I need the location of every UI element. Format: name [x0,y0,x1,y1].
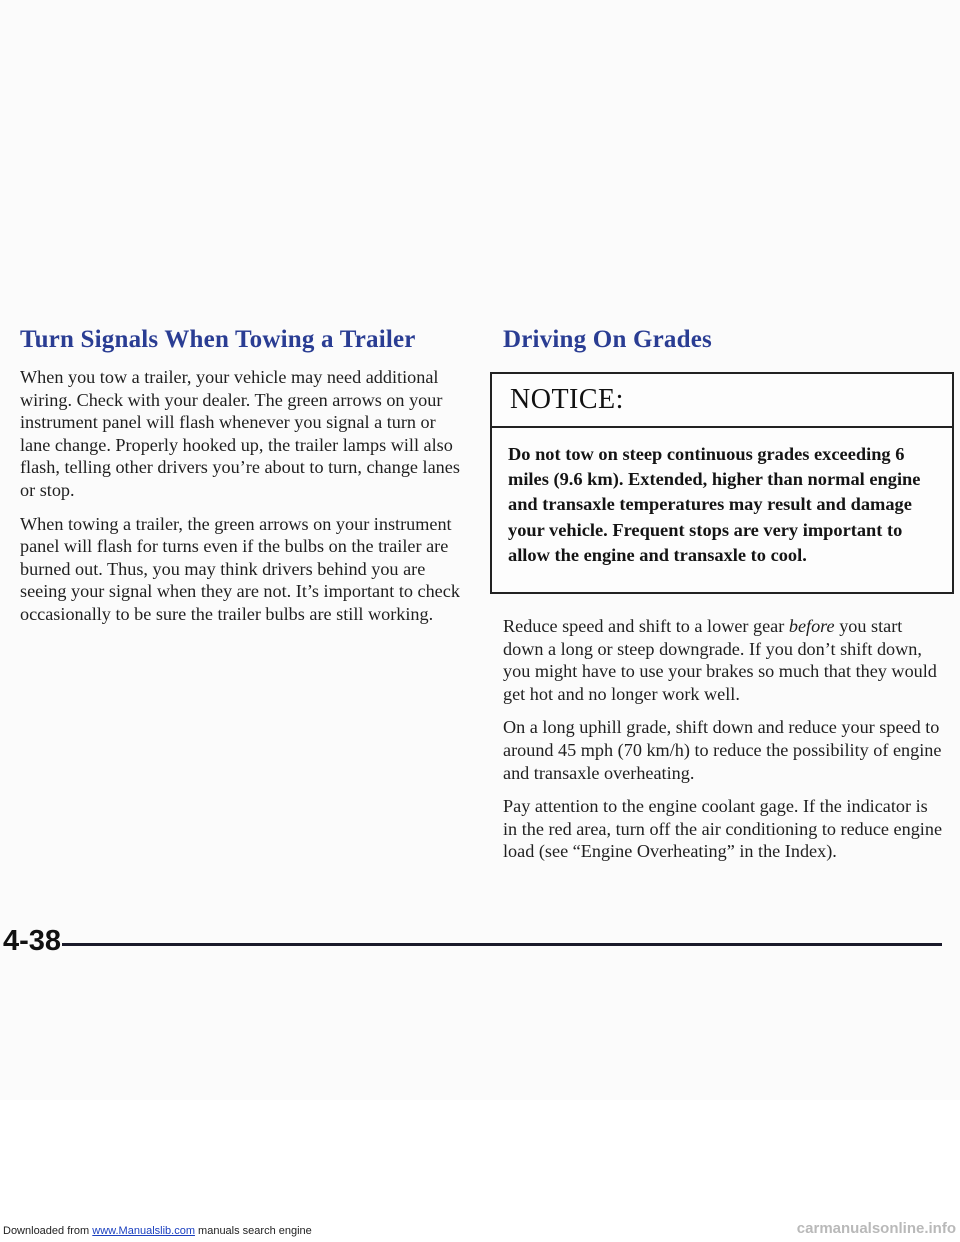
notice-header [492,374,952,428]
paragraph-text: you start down a long or steep downgrade. If you don’t shift down, you might have to use your brakes so much that they would get hot and no longer work well. [503,616,937,704]
notice-box [490,372,954,594]
download-footer [3,1225,312,1237]
paragraph [503,615,943,705]
section-heading-driving-on-grades: Driving On Grades [503,326,712,353]
footer-rule [62,943,942,946]
paragraph: When towing a trailer, the green arrows on your instrument panel will flash for turns even if the bulbs on the trailer are burned out. Thus, you may think drivers behind you are seeing your signal when they are not. It’s important to check occasionally to be sure the trailer bulbs are still working. [20,513,460,624]
section-heading-turn-signals: Turn Signals When Towing a Trailer [20,326,416,353]
paragraph-text: Reduce speed and shift to a lower gear [503,616,789,636]
paragraph: On a long uphill grade, shift down and reduce your speed to around 45 mph (70 km/h) to reduce the possibility of engine and transaxle overheating. [503,717,942,783]
paragraph: When you tow a trailer, your vehicle may need additional wiring. Check with your dealer. The green arrows on your instrument panel will flash whenever you signal a turn or lane change. Properly hooked up, the trailer lamps will also flash, telling other drivers you’re about to turn, change lanes or stop. [20,367,460,500]
emphasis-text: before [788,616,835,636]
right-column [503,615,943,874]
manualslib-link[interactable]: www.Manualslib.com [92,1225,195,1237]
footer-suffix: manuals search engine [194,1225,312,1237]
paragraph: Pay attention to the engine coolant gage. If the indicator is in the red area, turn off the air conditioning to reduce engine load (see “Engine Overheating” in the Index). [503,796,943,862]
notice-title: NOTICE: [510,384,624,415]
left-column [20,366,465,637]
notice-text: Do not tow on steep continuous grades exceeding 6 miles (9.6 km). Extended, higher than normal engine and transaxle temperatures may result and damage your vehicle. Frequent stops are very important to allow the engine and transaxle to cool. [508,444,921,565]
footer-prefix: Downloaded from [3,1225,93,1237]
page-number: 4-38 [3,925,62,957]
watermark: carmanualsonline.info [796,1220,956,1237]
